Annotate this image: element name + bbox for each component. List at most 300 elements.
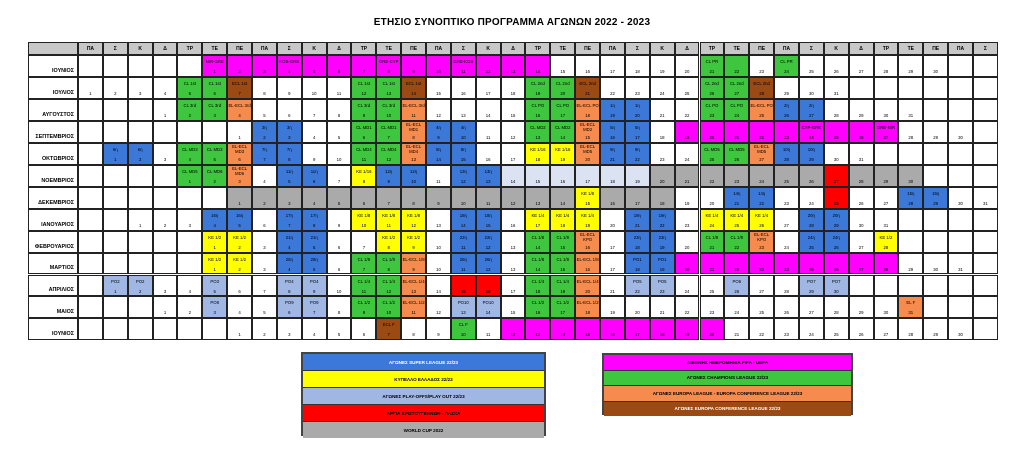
day-number: 21 — [585, 90, 590, 96]
event-label: ΚΕ 1/2 — [233, 234, 247, 240]
day-cell — [451, 209, 476, 231]
day-number: 4 — [263, 178, 266, 184]
day-number: 11 — [336, 90, 342, 96]
day-cell — [650, 275, 675, 297]
day-cell — [252, 253, 277, 275]
day-cell — [351, 187, 376, 209]
day-number: 8 — [288, 156, 291, 162]
day-number: 24 — [784, 266, 789, 272]
event-label: CL 2nd — [705, 80, 719, 86]
day-cell — [327, 143, 352, 165]
day-number: 30 — [883, 310, 889, 316]
day-number: 17 — [510, 156, 516, 162]
weekday-header: ΠΑ — [426, 42, 451, 55]
day-number: 3 — [288, 134, 291, 140]
day-number: 20 — [585, 156, 590, 162]
event-label: EL-ECL MD4 — [406, 144, 422, 155]
event-label: EL-ECL KPO — [754, 232, 770, 243]
day-cell — [277, 296, 302, 318]
day-number: 18 — [659, 200, 665, 206]
day-cell — [302, 318, 327, 340]
day-number: 2 — [188, 310, 192, 316]
day-cell — [525, 187, 550, 209]
empty-cell — [103, 209, 128, 231]
event-label: CL MD5 — [728, 146, 745, 152]
day-number: 24 — [684, 156, 690, 162]
event-label: CL PR — [705, 59, 719, 65]
day-number: 4 — [312, 200, 316, 206]
day-number: 16 — [485, 288, 491, 294]
event-label: 16η — [211, 212, 219, 218]
day-cell — [650, 143, 675, 165]
day-cell — [700, 143, 725, 165]
day-cell — [202, 296, 227, 318]
day-number: 4 — [238, 112, 241, 118]
day-cell — [874, 187, 899, 209]
event-label: ΚΕ 1/8 — [382, 212, 396, 218]
day-number: 16 — [585, 266, 590, 272]
day-number: 9 — [437, 134, 440, 140]
day-cell — [103, 77, 128, 99]
day-number: 27 — [858, 69, 864, 75]
month-name: ΙΑΝΟΥΑΡΙΟΣ — [28, 209, 78, 231]
empty-cell — [78, 253, 103, 275]
day-number: 15 — [510, 112, 516, 118]
day-number: 16 — [510, 222, 516, 228]
day-cell — [277, 318, 302, 340]
event-label: ΚΕ 1/16 — [555, 146, 571, 152]
day-cell — [128, 143, 153, 165]
day-cell — [799, 143, 824, 165]
day-number: 30 — [833, 156, 839, 162]
day-number: 10 — [311, 90, 317, 96]
day-number: 21 — [709, 244, 715, 250]
day-number: 25 — [833, 200, 839, 206]
day-cell — [525, 99, 550, 121]
empty-cell — [103, 296, 128, 318]
day-number: 6 — [213, 90, 216, 96]
day-number: 13 — [460, 310, 466, 316]
day-cell — [675, 55, 700, 77]
event-label: GRE-KOS — [453, 59, 474, 65]
day-number: 27 — [734, 90, 740, 96]
day-cell — [550, 253, 575, 275]
day-cell — [327, 275, 352, 297]
day-cell — [575, 209, 600, 231]
day-cell — [426, 55, 451, 77]
event-label: ECL F — [382, 322, 395, 328]
empty-cell — [128, 296, 153, 318]
day-number: 18 — [659, 332, 665, 338]
day-number: 7 — [312, 310, 316, 316]
event-label: PO4 — [285, 278, 294, 284]
day-number: 20 — [709, 200, 715, 206]
day-cell — [799, 209, 824, 231]
day-number: 13 — [411, 288, 416, 294]
empty-cell — [973, 55, 998, 77]
day-cell — [177, 209, 202, 231]
day-cell — [501, 121, 526, 143]
day-number: 28 — [883, 69, 889, 75]
day-cell — [302, 209, 327, 231]
day-number: 31 — [908, 310, 914, 316]
day-number: 1 — [114, 288, 117, 294]
day-number: 6 — [238, 156, 241, 162]
day-number: 5 — [312, 244, 316, 250]
empty-cell — [898, 209, 923, 231]
day-number: 30 — [858, 222, 864, 228]
day-cell — [675, 99, 700, 121]
day-cell — [749, 165, 774, 187]
day-number: 12 — [386, 156, 392, 162]
day-cell — [600, 318, 625, 340]
day-number: 19 — [560, 156, 566, 162]
day-cell — [476, 318, 501, 340]
day-cell — [923, 253, 948, 275]
day-cell — [749, 275, 774, 297]
day-number: 13 — [485, 178, 491, 184]
day-cell — [476, 253, 501, 275]
empty-cell — [128, 121, 153, 143]
day-number: 20 — [634, 310, 640, 316]
day-number: 22 — [759, 134, 765, 140]
day-number: 16 — [610, 200, 615, 206]
weekday-header: ΠΕ — [401, 42, 426, 55]
day-cell — [675, 121, 700, 143]
event-label: GRE-NIR — [876, 124, 896, 130]
day-cell — [874, 165, 899, 187]
empty-cell — [923, 231, 948, 253]
day-number: 9 — [288, 90, 291, 96]
day-cell — [923, 187, 948, 209]
day-cell — [351, 231, 376, 253]
day-number: 22 — [734, 244, 740, 250]
empty-cell — [103, 99, 128, 121]
day-cell — [177, 165, 202, 187]
day-number: 3 — [213, 310, 216, 316]
day-number: 29 — [858, 310, 864, 316]
day-cell — [401, 275, 426, 297]
day-cell — [550, 209, 575, 231]
event-label: CL 1/4 — [556, 278, 570, 284]
day-number: 10 — [411, 178, 416, 184]
event-label: 2η — [808, 102, 814, 108]
day-cell — [426, 121, 451, 143]
day-cell — [327, 55, 352, 77]
weekday-header: Κ — [476, 42, 501, 55]
event-label: EL-ECL 1/2 — [402, 300, 425, 306]
day-cell — [252, 99, 277, 121]
day-number: 2 — [238, 69, 241, 75]
day-cell — [600, 55, 625, 77]
weekday-header: ΠΑ — [252, 42, 277, 55]
day-cell — [128, 209, 153, 231]
day-cell — [799, 187, 824, 209]
day-cell — [302, 253, 327, 275]
empty-cell — [78, 275, 103, 297]
day-cell — [277, 275, 302, 297]
day-number: 5 — [238, 222, 241, 228]
day-number: 12 — [510, 134, 516, 140]
event-label: PO4 — [309, 278, 319, 284]
day-number: 28 — [883, 266, 889, 272]
day-cell — [650, 296, 675, 318]
day-number: 26 — [858, 200, 864, 206]
day-number: 5 — [263, 112, 266, 118]
day-cell — [376, 165, 401, 187]
event-label: EL-ECL MD5 — [580, 144, 596, 155]
day-number: 21 — [610, 288, 615, 294]
day-cell — [898, 55, 923, 77]
day-number: 24 — [784, 69, 789, 75]
day-number: 24 — [759, 178, 765, 184]
day-cell — [252, 209, 277, 231]
day-number: 23 — [784, 134, 789, 140]
empty-cell — [948, 55, 973, 77]
empty-cell — [78, 165, 103, 187]
event-label: 1η — [610, 102, 615, 108]
empty-cell — [898, 77, 923, 99]
day-number: 4 — [288, 244, 291, 250]
day-number: 20 — [684, 69, 690, 75]
day-cell — [401, 187, 426, 209]
day-number: 29 — [933, 332, 939, 338]
day-cell — [302, 165, 327, 187]
day-number: 6 — [238, 288, 241, 294]
event-label: 14η — [733, 190, 741, 196]
legend-item: ΑΓΩΝΕΣ EUROPA LEAGUE - EUROPA CONFERENCE LEAGUE 22/23 — [604, 386, 851, 402]
event-label: CL 1/2 — [357, 300, 371, 306]
day-number: 15 — [485, 222, 491, 228]
event-label: CL 1/8 — [705, 234, 719, 240]
empty-cell — [153, 165, 178, 187]
event-label: 12η — [410, 168, 418, 174]
event-label: 12η — [385, 168, 393, 174]
event-label: 26η — [459, 256, 467, 262]
day-number: 21 — [734, 332, 740, 338]
day-cell — [898, 121, 923, 143]
day-cell — [177, 77, 202, 99]
day-cell — [948, 187, 973, 209]
empty-cell — [973, 99, 998, 121]
day-number: 27 — [759, 156, 765, 162]
day-cell — [874, 99, 899, 121]
weekday-header: ΤΡ — [525, 42, 550, 55]
day-number: 27 — [833, 178, 839, 184]
day-cell — [625, 99, 650, 121]
empty-cell — [177, 187, 202, 209]
event-label: CL PO — [705, 102, 719, 108]
day-number: 18 — [659, 134, 665, 140]
event-label: ΚΕ 1/4 — [581, 212, 595, 218]
day-number: 15 — [585, 200, 590, 206]
day-cell — [153, 296, 178, 318]
day-number: 1 — [89, 90, 92, 96]
event-label: ΚΕ 1/8 — [407, 212, 421, 218]
day-cell — [824, 296, 849, 318]
legend-item: ΔΙΕΘΝΗΣ ΗΜΕΡΟΜΗΝΙΑ FIFA - UEFA — [604, 355, 851, 371]
day-cell — [302, 121, 327, 143]
day-number: 6 — [337, 69, 341, 75]
day-cell — [650, 55, 675, 77]
day-cell — [451, 99, 476, 121]
day-number: 29 — [908, 266, 914, 272]
day-cell — [700, 253, 725, 275]
day-number: 5 — [188, 90, 192, 96]
weekday-header: Δ — [153, 42, 178, 55]
day-cell — [550, 99, 575, 121]
day-number: 15 — [535, 178, 541, 184]
day-number: 14 — [535, 69, 541, 75]
event-label: 23η — [658, 234, 666, 240]
event-label: CL 1/8 — [556, 256, 570, 262]
day-cell — [774, 296, 799, 318]
empty-cell — [128, 165, 153, 187]
day-number: 10 — [460, 200, 466, 206]
day-cell — [749, 55, 774, 77]
day-cell — [202, 77, 227, 99]
day-number: 7 — [312, 112, 316, 118]
day-cell — [600, 143, 625, 165]
day-number: 1 — [114, 156, 117, 162]
event-label: CL MD1 — [380, 124, 397, 130]
day-number: 4 — [188, 288, 192, 294]
day-number: 5 — [337, 200, 341, 206]
day-number: 17 — [610, 266, 615, 272]
day-number: 6 — [362, 200, 366, 206]
day-cell — [724, 77, 749, 99]
day-number: 30 — [958, 134, 963, 140]
weekday-header: ΠΑ — [774, 42, 799, 55]
day-number: 17 — [510, 288, 516, 294]
empty-cell — [948, 99, 973, 121]
event-label: EL-ECL MD3 — [232, 144, 248, 155]
day-number: 2 — [138, 156, 142, 162]
day-cell — [600, 121, 625, 143]
day-number: 17 — [634, 200, 640, 206]
day-cell — [376, 121, 401, 143]
day-number: 21 — [634, 222, 640, 228]
day-number: 25 — [734, 222, 740, 228]
day-cell — [749, 187, 774, 209]
day-number: 15 — [560, 69, 566, 75]
event-label: PO9 — [309, 300, 319, 306]
day-cell — [625, 187, 650, 209]
day-number: 8 — [362, 178, 366, 184]
empty-cell — [103, 187, 128, 209]
day-number: 4 — [312, 134, 316, 140]
day-number: 28 — [759, 90, 765, 96]
event-label: ECL 1st — [406, 80, 422, 86]
day-number: 21 — [684, 178, 690, 184]
schedule-grid — [28, 42, 1000, 341]
weekday-header: ΠΕ — [923, 42, 948, 55]
day-number: 17 — [485, 90, 491, 96]
day-cell — [202, 99, 227, 121]
day-cell — [277, 253, 302, 275]
day-number: 14 — [485, 310, 491, 316]
day-number: 14 — [460, 222, 466, 228]
empty-cell — [78, 121, 103, 143]
day-cell — [923, 318, 948, 340]
day-number: 3 — [138, 90, 142, 96]
day-cell — [401, 318, 426, 340]
day-cell — [525, 296, 550, 318]
day-cell — [525, 55, 550, 77]
empty-cell — [923, 165, 948, 187]
day-number: 25 — [784, 178, 789, 184]
day-number: 3 — [238, 178, 241, 184]
day-number: 21 — [709, 266, 715, 272]
day-cell — [874, 318, 899, 340]
day-number: 24 — [808, 134, 814, 140]
day-cell — [302, 275, 327, 297]
day-cell — [724, 165, 749, 187]
day-cell — [675, 209, 700, 231]
day-cell — [227, 187, 252, 209]
day-number: 7 — [288, 222, 291, 228]
day-number: 11 — [411, 112, 416, 118]
event-label: PO5 — [633, 278, 642, 284]
day-number: 29 — [908, 69, 914, 75]
event-label: ΚΕ 1/4 — [556, 212, 570, 218]
day-cell — [426, 275, 451, 297]
event-label: 24η — [832, 234, 840, 240]
day-number: 22 — [610, 90, 615, 96]
event-label: CL 1st — [208, 80, 221, 86]
day-number: 3 — [263, 69, 266, 75]
day-cell — [874, 209, 899, 231]
event-label: EL-ECL KPO — [580, 232, 596, 243]
day-number: 29 — [933, 134, 939, 140]
day-cell — [700, 275, 725, 297]
month-name: ΝΟΕΜΒΡΙΟΣ — [28, 165, 78, 187]
day-cell — [550, 55, 575, 77]
day-number: 29 — [808, 288, 814, 294]
event-label: 8η — [460, 146, 466, 152]
day-cell — [277, 165, 302, 187]
weekday-header: Δ — [501, 42, 526, 55]
day-cell — [302, 99, 327, 121]
day-cell — [749, 318, 774, 340]
event-label: EL-ECL MD5 — [754, 144, 770, 155]
day-cell — [177, 99, 202, 121]
day-number: 4 — [312, 332, 316, 338]
event-label: CL 3rd — [357, 102, 371, 108]
event-label: ΚΕ 1/4 — [730, 212, 744, 218]
day-cell — [774, 143, 799, 165]
day-number: 12 — [485, 244, 491, 250]
day-cell — [799, 253, 824, 275]
day-cell — [401, 253, 426, 275]
day-number: 6 — [362, 332, 366, 338]
day-number: 8 — [412, 332, 415, 338]
day-number: 9 — [312, 156, 316, 162]
event-label: CL 1/2 — [556, 300, 570, 306]
event-label: EL-ECL PO — [750, 102, 773, 108]
day-cell — [525, 253, 550, 275]
empty-cell — [948, 77, 973, 99]
day-number: 24 — [684, 288, 690, 294]
weekday-header: ΤΕ — [898, 42, 923, 55]
day-cell — [103, 275, 128, 297]
event-label: 11η — [285, 168, 293, 174]
weekday-header: ΤΕ — [724, 42, 749, 55]
day-number: 10 — [361, 222, 367, 228]
day-number: 22 — [659, 222, 665, 228]
day-cell — [700, 187, 725, 209]
day-number: 5 — [337, 332, 341, 338]
